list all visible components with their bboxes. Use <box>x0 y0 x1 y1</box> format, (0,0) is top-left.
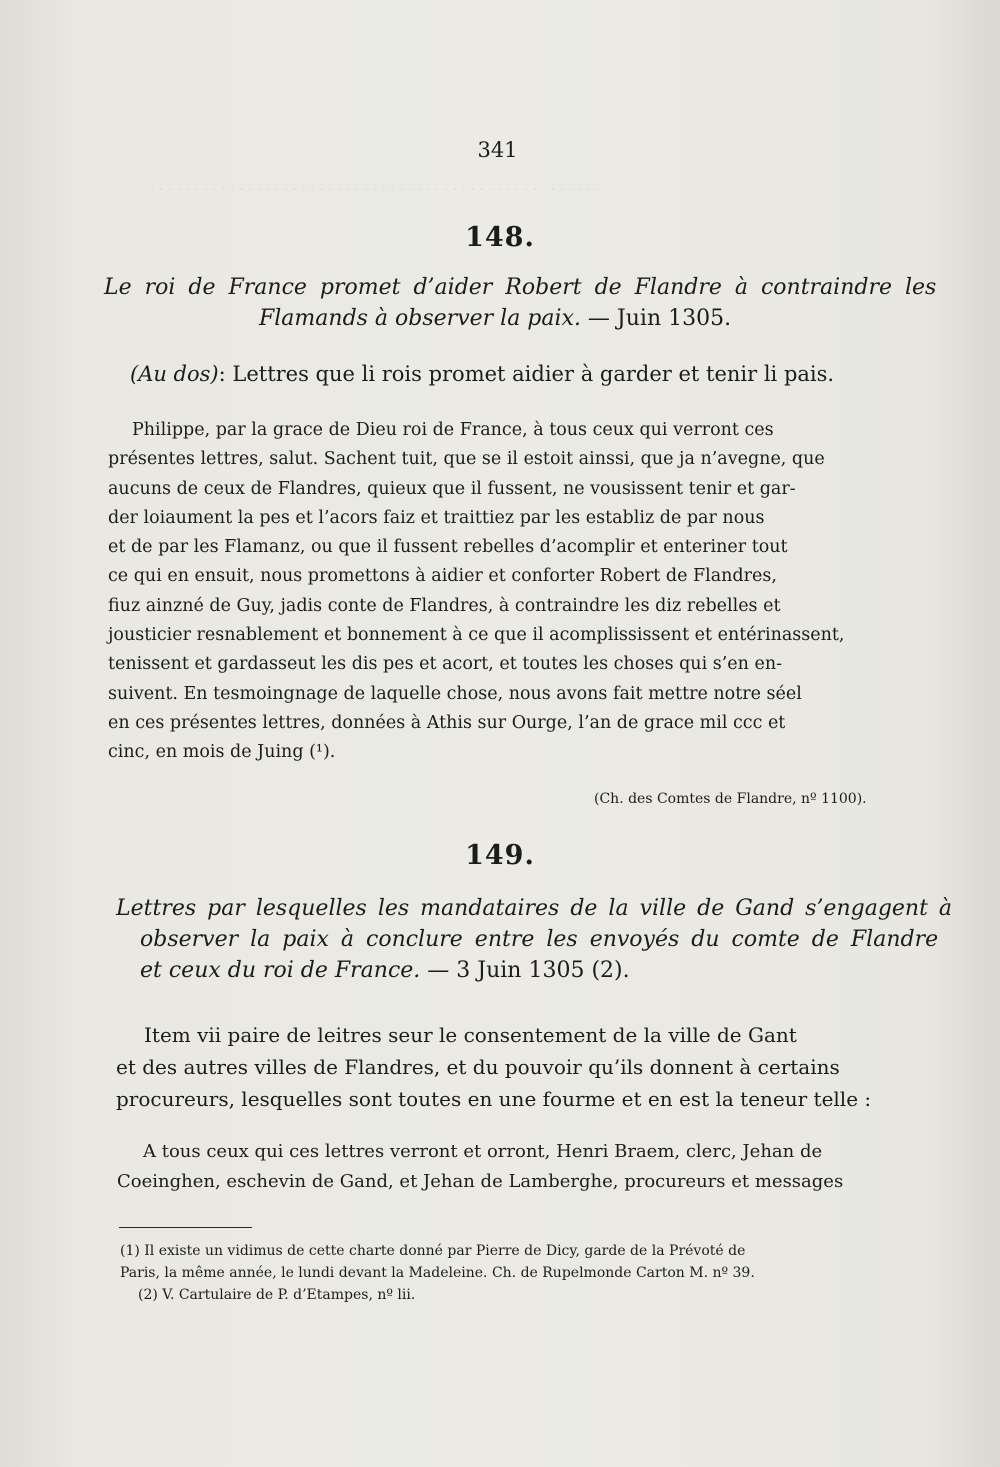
page-number: 341 <box>477 138 518 162</box>
charter-148-heading <box>104 272 937 334</box>
charter-148-dorsal-note <box>130 362 834 386</box>
body-line: fiuz ainzné de Guy, jadis conte de Flandres, à contraindre les diz rebelles et <box>108 595 781 616</box>
intro-line: et des autres villes de Flandres, et du pouvoir qu’ils donnent à certains <box>116 1055 840 1079</box>
heading-line <box>116 955 906 986</box>
body-line: aucuns de ceux de Flandres, quieux que il fussent, ne vousissent tenir et gar- <box>108 478 796 499</box>
charter-149-intro <box>116 1019 906 1115</box>
footnote-1-continuation: Paris, la même année, le lundi devant la Madeleine. Ch. de Rupelmonde Carton M. nº 39. <box>120 1265 755 1281</box>
body-line: cinc, en mois de Juing (¹). <box>108 742 336 763</box>
intro-line: procureurs, lesquelles sont toutes en une fourme et en est la teneur telle : <box>116 1087 872 1111</box>
footnotes <box>120 1240 910 1306</box>
body-line: présentes lettres, salut. Sachent tuit, que se il estoit ainssi, que ja n’avegne, que <box>108 449 825 470</box>
body-line: en ces présentes lettres, données à Athis sur Ourge, l’an de grace mil ccc et <box>108 712 786 733</box>
body-line: tenissent et gardasseut les dis pes et acort, et toutes les choses qui s’en en- <box>108 654 783 675</box>
charter-149-body <box>117 1137 907 1197</box>
body-line: Philippe, par la grace de Dieu roi de France, à tous ceux qui verront ces <box>132 420 774 440</box>
body-line: ce qui en ensuit, nous promettons à aidier et conforter Robert de Flandres, <box>108 566 777 587</box>
footnote-divider <box>119 1227 252 1228</box>
heading-text: et ceux du roi de France. — <box>140 958 457 983</box>
body-line: et de par les Flamanz, ou que il fussent rebelles d’acomplir et enteriner tout <box>108 537 788 558</box>
charter-149-heading <box>116 893 953 986</box>
heading-text: Flamands à observer la paix. — <box>259 306 617 331</box>
body-line: suivent. En tesmoingnage de laquelle chose, nous avons fait mettre notre séel <box>108 683 802 704</box>
heading-line <box>104 303 894 334</box>
dorsal-text: : Lettres que li rois promet aidier à garder et tenir li pais. <box>218 362 835 386</box>
footnote-1-line: (1) Il existe un vidimus de cette charte donné par Pierre de Dicy, garde de la Prévoté de <box>120 1243 746 1259</box>
body-line: A tous ceux qui ces lettres verront et orront, Henri Braem, clerc, Jehan de <box>143 1141 823 1162</box>
charter-148-number: 148. <box>465 222 535 253</box>
dorsal-label: (Au dos) <box>130 362 219 386</box>
charter-148-source: (Ch. des Comtes de Flandre, nº 1100). <box>594 791 867 807</box>
heading-line: Le roi de France promet d’aider Robert de Flandre à contraindre les <box>104 275 937 300</box>
body-line: Coeinghen, eschevin de Gand, et Jehan de Lamberghe, procureurs et messages <box>117 1171 844 1192</box>
charter-149-number: 149. <box>465 840 535 871</box>
body-line: der loiaument la pes et l’acors faiz et traittiez par les establiz de par nous <box>108 507 765 528</box>
heading-line: Lettres par lesquelles les mandataires de la ville de Gand s’engagent à <box>116 896 953 921</box>
heading-date: Juin 1305. <box>616 306 732 331</box>
body-line: jousticier resnablement et bonnement à ce que il acomplississent et entérinassent, <box>108 625 845 646</box>
heading-line: observer la paix à conclure entre les envoyés du comte de Flandre <box>140 927 939 952</box>
intro-line: Item vii paire de leitres seur le consentement de la ville de Gant <box>144 1023 797 1047</box>
heading-date: 3 Juin 1305 (2). <box>456 958 630 983</box>
bleed-through-text: · · · · · · · · · · · · · · · · · · · · · · · · · · · · · · · · · · · · · · · · · · · · · · · · · · · <box>150 182 600 198</box>
charter-148-body <box>108 416 894 768</box>
footnote-2: (2) V. Cartulaire de P. d’Etampes, nº lii. <box>138 1287 416 1303</box>
